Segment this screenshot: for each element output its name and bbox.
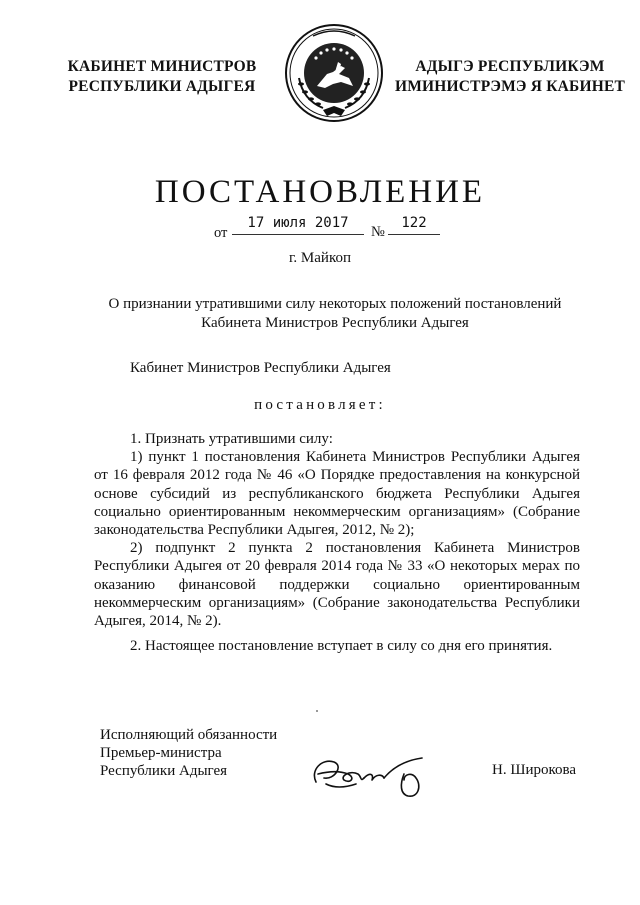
signatory-title-line2: Премьер-министра (100, 745, 222, 761)
subject-line1: О признании утратившими силу некоторых положений постановлений (108, 296, 562, 312)
number-sign: № (371, 224, 385, 240)
document-number: 122 (388, 214, 440, 235)
signatory-name: Н. Широкова (492, 762, 577, 778)
document-title: ПОСТАНОВЛЕНИЕ (154, 174, 486, 210)
header-left-line1: КАБИНЕТ МИНИСТРОВ (67, 58, 257, 75)
header-left-line2: РЕСПУБЛИКИ АДЫГЕЯ (68, 78, 256, 95)
header-left (52, 57, 272, 97)
handwritten-signature-icon (304, 744, 444, 804)
document-date: 17 июля 2017 (232, 214, 364, 235)
paragraph-1-item-1: 1) пункт 1 постановления Кабинета Министров Республики Адыгея от 16 февраля 2012 года № 46 «О Порядке предоставления на конкурсной основе субсидий из республиканского бюджета Республики Адыгея социально ориентированным некоммерческим организациям» (Собрание законодательства Республики Адыгея, 2012, № 2); (94, 449, 580, 539)
subject-line2: Кабинета Министров Республики Адыгея (201, 315, 469, 331)
header-right-line2: ИМИНИСТРЭМЭ Я КАБИНЕТ (394, 78, 626, 95)
coat-of-arms-adygea-icon (283, 22, 385, 124)
city: г. Майкоп (288, 250, 352, 266)
document-body (94, 430, 580, 630)
date-prefix: от (214, 225, 228, 241)
signatory-title (100, 726, 277, 780)
header-right-line1: АДЫГЭ РЕСПУБЛИКЭМ (415, 58, 605, 75)
issuing-body: Кабинет Министров Республики Адыгея (130, 360, 391, 376)
paragraph-2: 2. Настоящее постановление вступает в силу со дня его принятия. (130, 638, 553, 654)
paragraph-1-item-2: 2) подпункт 2 пункта 2 постановления Кабинета Министров Республики Адыгея от 20 февраля 2014 года № 33 «О некоторых мерах по оказанию финансовой поддержки социально ориентированным некоммерческим организациям» (Собрание законодательства Республики Адыгея, 2014, № 2). (94, 540, 580, 630)
signatory-title-line3: Республики Адыгея (100, 763, 228, 779)
header-right (390, 57, 630, 97)
resolves-heading: постановляет: (254, 397, 386, 413)
signatory-title-line1: Исполняющий обязанности (100, 727, 278, 743)
document-subject (90, 295, 580, 333)
scan-speck (316, 710, 318, 712)
paragraph-1: 1. Признать утратившими силу: (130, 431, 333, 447)
